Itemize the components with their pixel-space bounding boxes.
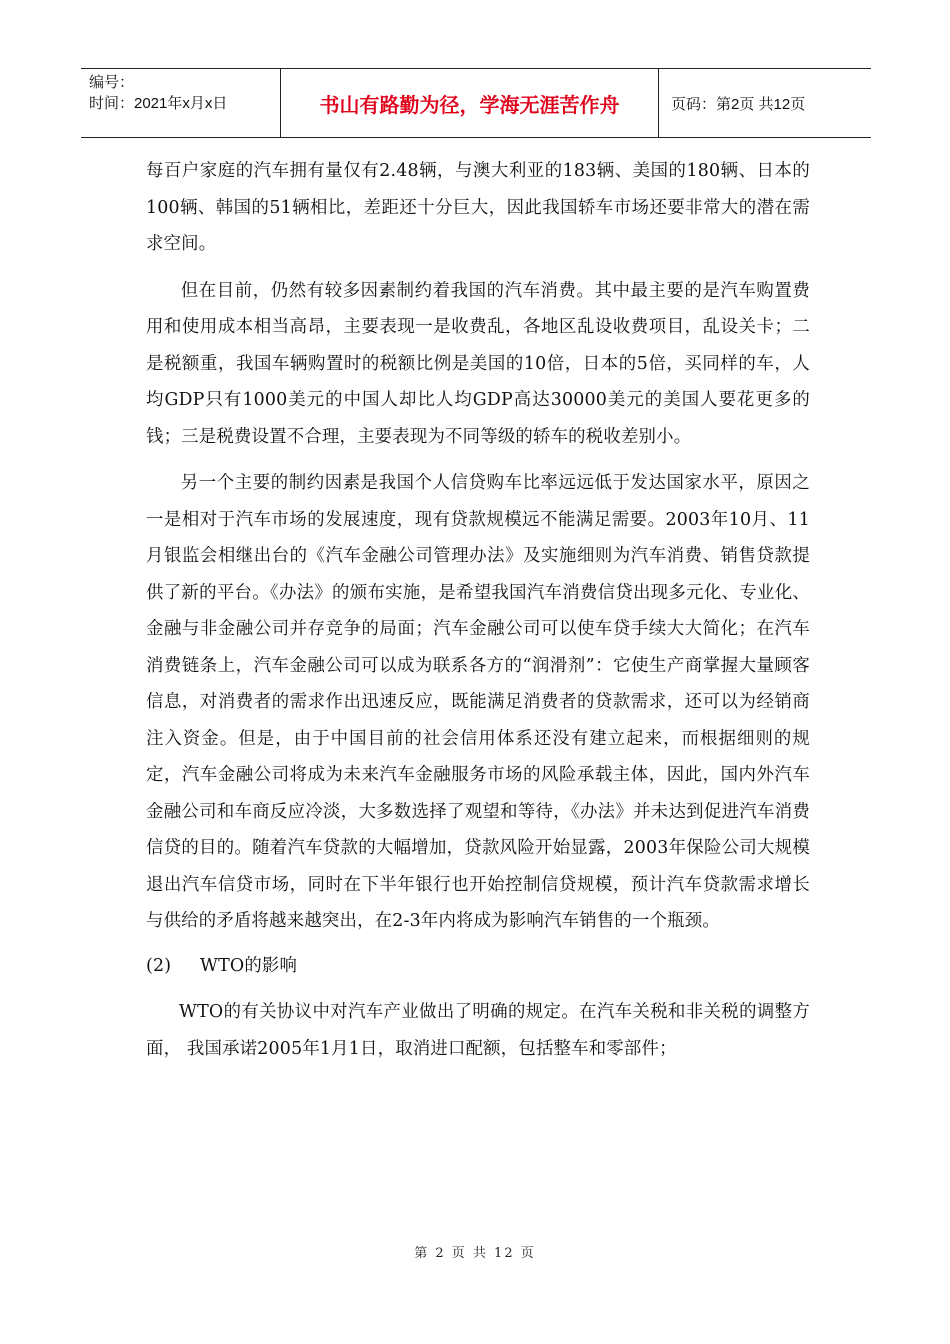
paragraph: 每百户家庭的汽车拥有量仅有2.48辆，与澳大利亚的183辆、美国的180辆、日本的100辆、韩国的51辆相比，差距还十分巨大，因此我国轿车市场还要非常大的潜在需求空间。 [146, 161, 810, 254]
header-meta [81, 69, 281, 137]
paragraph: 另一个主要的制约因素是我国个人信贷购车比率远远低于发达国家水平，原因之一是相对于汽车市场的发展速度，现有贷款规模远不能满足需要。2003年10月、11月银监会相继出台的《汽车金融公司管理办法》及实施细则为汽车消费、销售贷款提供了新的平台。《办法》的颁布实施，是希望我国汽车消费信贷出现多元化、专业化、金融与非金融公司并存竞争的局面；汽车金融公司可以使车贷手续大大简化；在汽车消费链条上，汽车金融公司可以成为联系各方的“润滑剂”：它使生产商掌握大量顾客信息，对消费者的需求作出迅速反应，既能满足消费者的贷款需求，还可以为经销商注入资金。但是，由于中国目前的社会信用体系还没有建立起来，而根据细则的规定，汽车金融公司将成为未来汽车金融服务市场的风险承载主体，因此，国内外汽车金融公司和车商反应冷淡，大多数选择了观望和等待，《办法》并未达到促进汽车消费信贷的目的。随着汽车贷款的大幅增加，贷款风险开始显露，2003年保险公司大规模退出汽车信贷市场，同时在下半年银行也开始控制信贷规模，预计汽车贷款需求增长与供给的矛盾将越来越突出，在2-3年内将成为影响汽车销售的一个瓶颈。 [146, 473, 810, 931]
document-number: 编号： [89, 74, 135, 91]
header-page-info: 页码：第2页 共12页 [671, 95, 806, 113]
document-body [146, 153, 810, 1067]
section-number: (2) [146, 955, 172, 976]
document-date: 时间：2021年x月x日 [89, 95, 228, 112]
page-footer: 第 2 页 共 12 页 [414, 1246, 536, 1261]
section-heading [146, 948, 810, 985]
paragraph: WTO的有关协议中对汽车产业做出了明确的规定。在汽车关税和非关税的调整方面， 我国承诺2005年1月1日，取消进口配额，包括整车和零部件； [146, 1002, 810, 1059]
section-title: WTO的影响 [200, 955, 298, 976]
header-motto: 书山有路勤为径，学海无涯苦作舟 [281, 69, 659, 137]
page-header [81, 68, 871, 138]
paragraph: 但在目前，仍然有较多因素制约着我国的汽车消费。其中最主要的是汽车购置费用和使用成本相当高昂，主要表现一是收费乱，各地区乱设收费项目，乱设关卡；二是税额重，我国车辆购置时的税额比例是美国的10倍，日本的5倍，买同样的车，人均GDP只有1000美元的中国人却比人均GDP高达30000美元的美国人要花更多的钱；三是税费设置不合理，主要表现为不同等级的轿车的税收差别小。 [146, 280, 810, 447]
